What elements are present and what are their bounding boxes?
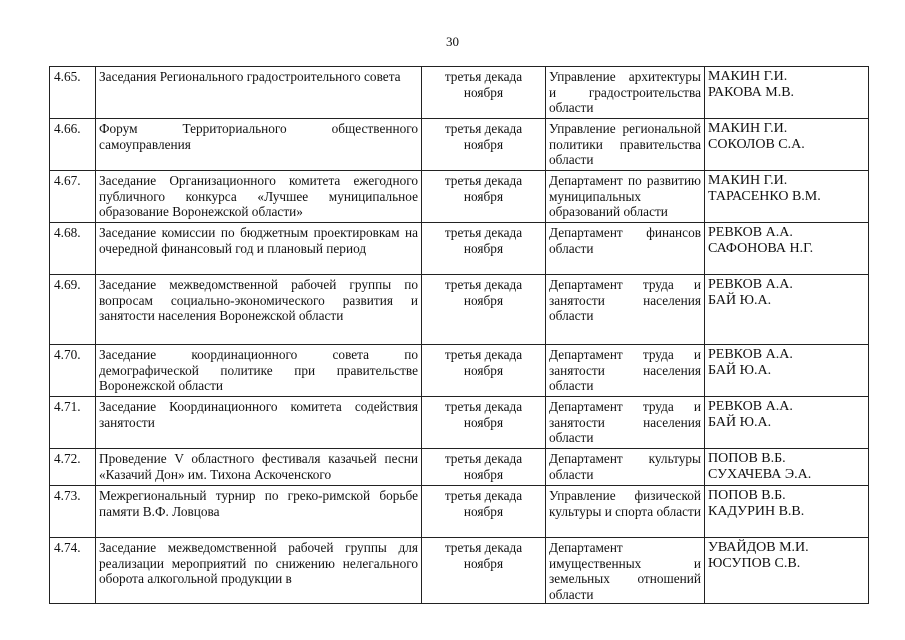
item-number: 4.70.	[50, 345, 96, 397]
responsible-persons	[705, 223, 869, 275]
responsible-person: КАДУРИН В.В.	[708, 504, 805, 519]
responsible-department: Департамент имущественных и земельных отношений области	[546, 538, 705, 604]
responsible-persons	[705, 486, 869, 538]
responsible-department: Управление архитектуры и градостроительства области	[546, 67, 705, 119]
item-number: 4.72.	[50, 449, 96, 486]
responsible-person: РАКОВА М.В.	[708, 85, 795, 100]
responsible-persons	[705, 538, 869, 604]
responsible-person: ПОПОВ В.Б.	[708, 488, 786, 503]
responsible-department: Департамент по развитию муниципальных образований области	[546, 171, 705, 223]
event-description: Заседание межведомственной рабочей группы по вопросам социально-экономического развития и занятости населения Воронежской области	[96, 275, 422, 345]
responsible-person: БАЙ Ю.А.	[708, 415, 772, 430]
item-number: 4.73.	[50, 486, 96, 538]
responsible-person: РЕВКОВ А.А.	[708, 277, 793, 292]
event-date: третья декада ноября	[422, 119, 546, 171]
responsible-person: УВАЙДОВ М.И.	[708, 540, 809, 555]
responsible-person: РЕВКОВ А.А.	[708, 347, 793, 362]
item-number: 4.68.	[50, 223, 96, 275]
responsible-persons	[705, 397, 869, 449]
responsible-department: Департамент финансов области	[546, 223, 705, 275]
responsible-persons	[705, 119, 869, 171]
event-date: третья декада ноября	[422, 345, 546, 397]
responsible-person: ПОПОВ В.Б.	[708, 451, 786, 466]
event-date: третья декада ноября	[422, 538, 546, 604]
responsible-department: Управление физической культуры и спорта области	[546, 486, 705, 538]
event-description: Заседание Организационного комитета ежегодного публичного конкурса «Лучшее муниципальное образование Воронежской области»	[96, 171, 422, 223]
event-date: третья декада ноября	[422, 449, 546, 486]
event-description: Проведение V областного фестиваля казачьей песни «Казачий Дон» им. Тихона Аскоченского	[96, 449, 422, 486]
responsible-department: Управление региональной политики правительства области	[546, 119, 705, 171]
responsible-persons	[705, 275, 869, 345]
item-number: 4.65.	[50, 67, 96, 119]
table-body	[50, 67, 869, 604]
responsible-person: БАЙ Ю.А.	[708, 363, 772, 378]
event-description: Форум Территориального общественного самоуправления	[96, 119, 422, 171]
responsible-person: ТАРАСЕНКО В.М.	[708, 189, 821, 204]
responsible-person: ЮСУПОВ С.В.	[708, 556, 801, 571]
responsible-department: Департамент труда и занятости населения области	[546, 275, 705, 345]
responsible-person: МАКИН Г.И.	[708, 69, 788, 84]
table-row	[50, 119, 869, 171]
item-number: 4.66.	[50, 119, 96, 171]
responsible-person: МАКИН Г.И.	[708, 173, 788, 188]
event-description: Заседание комиссии по бюджетным проектировкам на очередной финансовый год и плановый период	[96, 223, 422, 275]
responsible-department: Департамент культуры области	[546, 449, 705, 486]
event-description: Заседание Координационного комитета содействия занятости	[96, 397, 422, 449]
table-row	[50, 397, 869, 449]
event-date: третья декада ноября	[422, 223, 546, 275]
event-description: Заседание межведомственной рабочей группы для реализации мероприятий по снижению нелегального оборота алкогольной продукции в	[96, 538, 422, 604]
item-number: 4.71.	[50, 397, 96, 449]
responsible-persons	[705, 345, 869, 397]
responsible-person: РЕВКОВ А.А.	[708, 225, 793, 240]
table-row	[50, 171, 869, 223]
event-date: третья декада ноября	[422, 397, 546, 449]
responsible-persons	[705, 67, 869, 119]
event-description: Межрегиональный турнир по греко-римской борьбе памяти В.Ф. Ловцова	[96, 486, 422, 538]
responsible-person: МАКИН Г.И.	[708, 121, 788, 136]
table-row	[50, 449, 869, 486]
event-date: третья декада ноября	[422, 486, 546, 538]
event-description: Заседание координационного совета по демографической политике при правительстве Воронежской области	[96, 345, 422, 397]
table-row	[50, 486, 869, 538]
event-date: третья декада ноября	[422, 275, 546, 345]
responsible-person: САФОНОВА Н.Г.	[708, 241, 814, 256]
item-number: 4.74.	[50, 538, 96, 604]
page-number: 30	[446, 34, 459, 49]
responsible-persons	[705, 171, 869, 223]
table-row	[50, 345, 869, 397]
responsible-person: СУХАЧЕВА Э.А.	[708, 467, 812, 482]
responsible-person: СОКОЛОВ С.А.	[708, 137, 805, 152]
table-row	[50, 275, 869, 345]
responsible-persons	[705, 449, 869, 486]
responsible-person: БАЙ Ю.А.	[708, 293, 772, 308]
responsible-person: РЕВКОВ А.А.	[708, 399, 793, 414]
table-row	[50, 223, 869, 275]
item-number: 4.67.	[50, 171, 96, 223]
event-date: третья декада ноября	[422, 171, 546, 223]
responsible-department: Департамент труда и занятости населения области	[546, 397, 705, 449]
event-description: Заседания Регионального градостроительного совета	[96, 67, 422, 119]
table-row	[50, 538, 869, 604]
item-number: 4.69.	[50, 275, 96, 345]
responsible-department: Департамент труда и занятости населения области	[546, 345, 705, 397]
event-date: третья декада ноября	[422, 67, 546, 119]
events-table	[49, 66, 869, 604]
table-row	[50, 67, 869, 119]
